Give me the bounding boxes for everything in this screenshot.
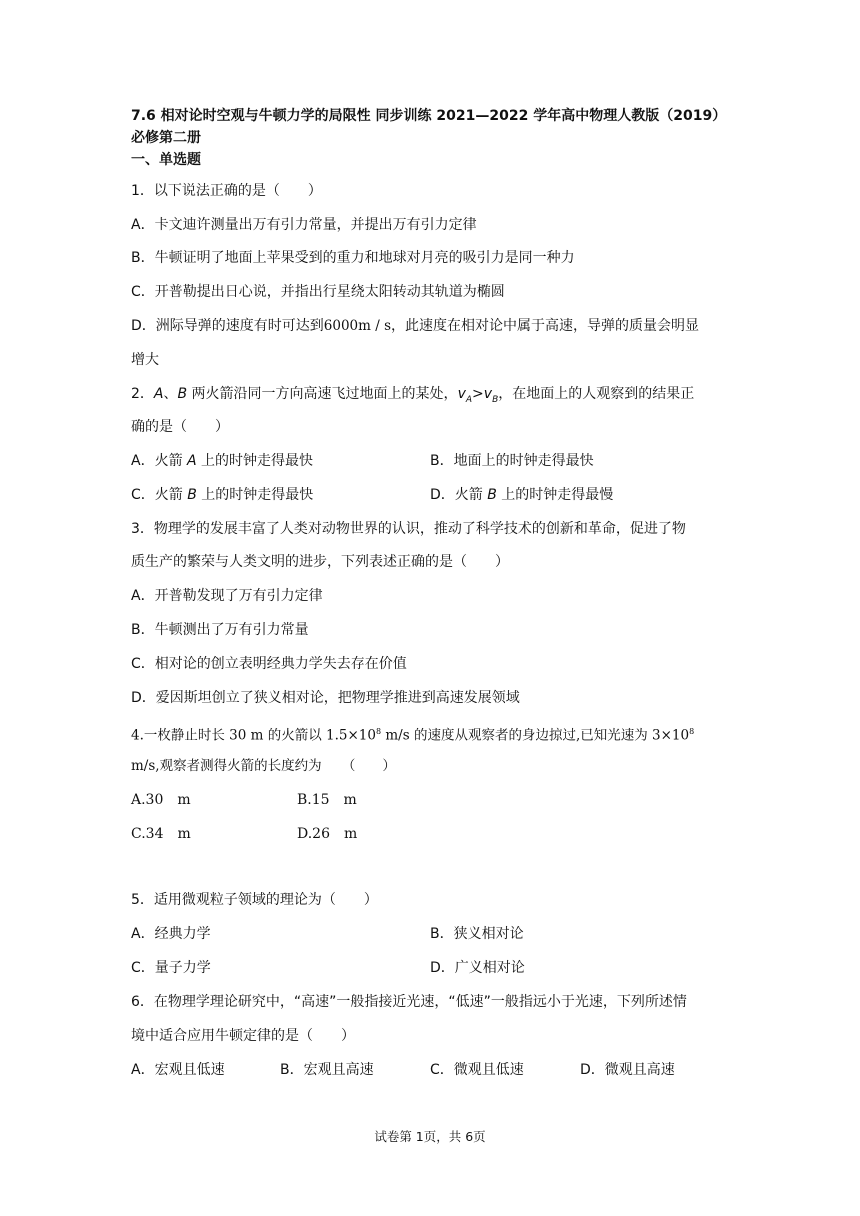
q1-option-c: C．开普勒提出日心说，并指出行星绕太阳转动其轨道为椭圆 xyxy=(131,284,505,300)
doc-title: 7.6 相对论时空观与牛顿力学的局限性 同步训练 2021—2022 学年高中物理人教版（2019） xyxy=(131,108,727,124)
q2-option-c xyxy=(131,485,313,505)
q5-option-d: D．广义相对论 xyxy=(430,960,525,976)
q4-stem xyxy=(131,722,694,746)
q4-option-a: A.30 m xyxy=(131,792,191,808)
q3-option-a: A．开普勒发现了万有引力定律 xyxy=(131,588,323,604)
q5-option-b: B．狭义相对论 xyxy=(430,926,524,942)
q2-rocket-b: B xyxy=(177,386,188,402)
doc-title-cont: 必修第二册 xyxy=(131,130,201,146)
q2-d-pre: D．火箭 xyxy=(430,487,488,503)
q4-stem-b: m/s 的速度从观察者的身边掠过,已知光速为 3×10 xyxy=(381,727,690,744)
q2-c-post: 上的时钟走得最快 xyxy=(196,487,314,503)
q6-option-d: D．微观且高速 xyxy=(580,1062,675,1078)
q3-option-b: B．牛顿测出了万有引力常量 xyxy=(131,622,309,638)
q2-stem-cont: 确的是（ ） xyxy=(131,419,229,435)
q2-a-pre: A．火箭 xyxy=(131,453,188,469)
q3-stem-cont: 质生产的繁荣与人类文明的进步，下列表述正确的是（ ） xyxy=(131,554,509,570)
q2-a-letter: A xyxy=(187,453,197,469)
q2-gt: > xyxy=(472,386,484,402)
q2-stem-text: 两火箭沿同一方向高速飞过地面上的某处， xyxy=(187,386,458,402)
q3-option-c: C．相对论的创立表明经典力学失去存在价值 xyxy=(131,656,407,672)
q2-option-d xyxy=(430,485,613,505)
q6-option-b: B．宏观且高速 xyxy=(280,1062,374,1078)
q5-option-c: C．量子力学 xyxy=(131,960,211,976)
q2-rocket-a: A xyxy=(153,386,164,402)
q5-option-a: A．经典力学 xyxy=(131,926,211,942)
q4-option-c: C.34 m xyxy=(131,826,191,842)
q2-option-a xyxy=(131,451,313,471)
q2-sep: 、 xyxy=(163,386,178,402)
section-heading: 一、单选题 xyxy=(131,152,201,168)
q1-d-text-pre: D．洲际导弹的速度有时可达到 xyxy=(131,318,324,334)
q4-option-b: B.15 m xyxy=(297,792,357,808)
q1-option-d-cont: 增大 xyxy=(131,352,159,368)
q4-stem-cont: m/s,观察者测得火箭的长度约为 （ ） xyxy=(131,758,396,774)
q2-stem-text-post: ，在地面上的人观察到的结果正 xyxy=(498,386,695,402)
q2-d-post: 上的时钟走得最慢 xyxy=(496,487,614,503)
q2-va-sub: A xyxy=(465,394,473,405)
q6-option-c: C．微观且低速 xyxy=(430,1062,524,1078)
q2-va: v xyxy=(457,386,466,402)
q6-option-a: A．宏观且低速 xyxy=(131,1062,225,1078)
q2-d-letter: B xyxy=(487,487,497,503)
q2-c-letter: B xyxy=(187,487,197,503)
q4-option-d: D.26 m xyxy=(297,826,358,842)
q4-exp-2: 8 xyxy=(689,727,695,736)
q2-vb: v xyxy=(483,386,493,402)
q5-stem: 5．适用微观粒子领域的理论为（ ） xyxy=(131,892,378,908)
q1-option-d xyxy=(131,316,699,336)
q1-option-a: A．卡文迪许测量出万有引力常量，并提出万有引力定律 xyxy=(131,217,477,233)
q2-a-post: 上的时钟走得最快 xyxy=(196,453,314,469)
q6-stem-cont: 境中适合应用牛顿定律的是（ ） xyxy=(131,1028,355,1044)
q1-d-speed: 6000m / s xyxy=(323,318,391,334)
q1-option-b: B．牛顿证明了地面上苹果受到的重力和地球对月亮的吸引力是同一种力 xyxy=(131,250,575,266)
q2-option-b: B．地面上的时钟走得最快 xyxy=(430,453,594,469)
q2-number: 2． xyxy=(131,386,154,402)
q1-stem: 1．以下说法正确的是（ ） xyxy=(131,183,322,199)
q4-exp-1: 8 xyxy=(375,727,382,736)
q2-vb-sub: B xyxy=(492,394,499,405)
q6-stem: 6．在物理学理论研究中，“高速”一般指接近光速，“低速”一般指远小于光速，下列所述情 xyxy=(131,994,687,1010)
q3-option-d: D．爱因斯坦创立了狭义相对论，把物理学推进到高速发展领域 xyxy=(131,690,520,706)
q4-stem-a: 4.一枚静止时长 30 m 的火箭以 1.5×10 xyxy=(131,727,376,744)
q1-d-text-post: ，此速度在相对论中属于高速，导弹的质量会明显 xyxy=(391,318,699,334)
page-footer: 试卷第 1页，共 6页 xyxy=(374,1129,486,1144)
q2-stem xyxy=(131,384,694,410)
q3-stem: 3．物理学的发展丰富了人类对动物世界的认识，推动了科学技术的创新和革命，促进了物 xyxy=(131,521,686,537)
q2-c-pre: C．火箭 xyxy=(131,487,188,503)
